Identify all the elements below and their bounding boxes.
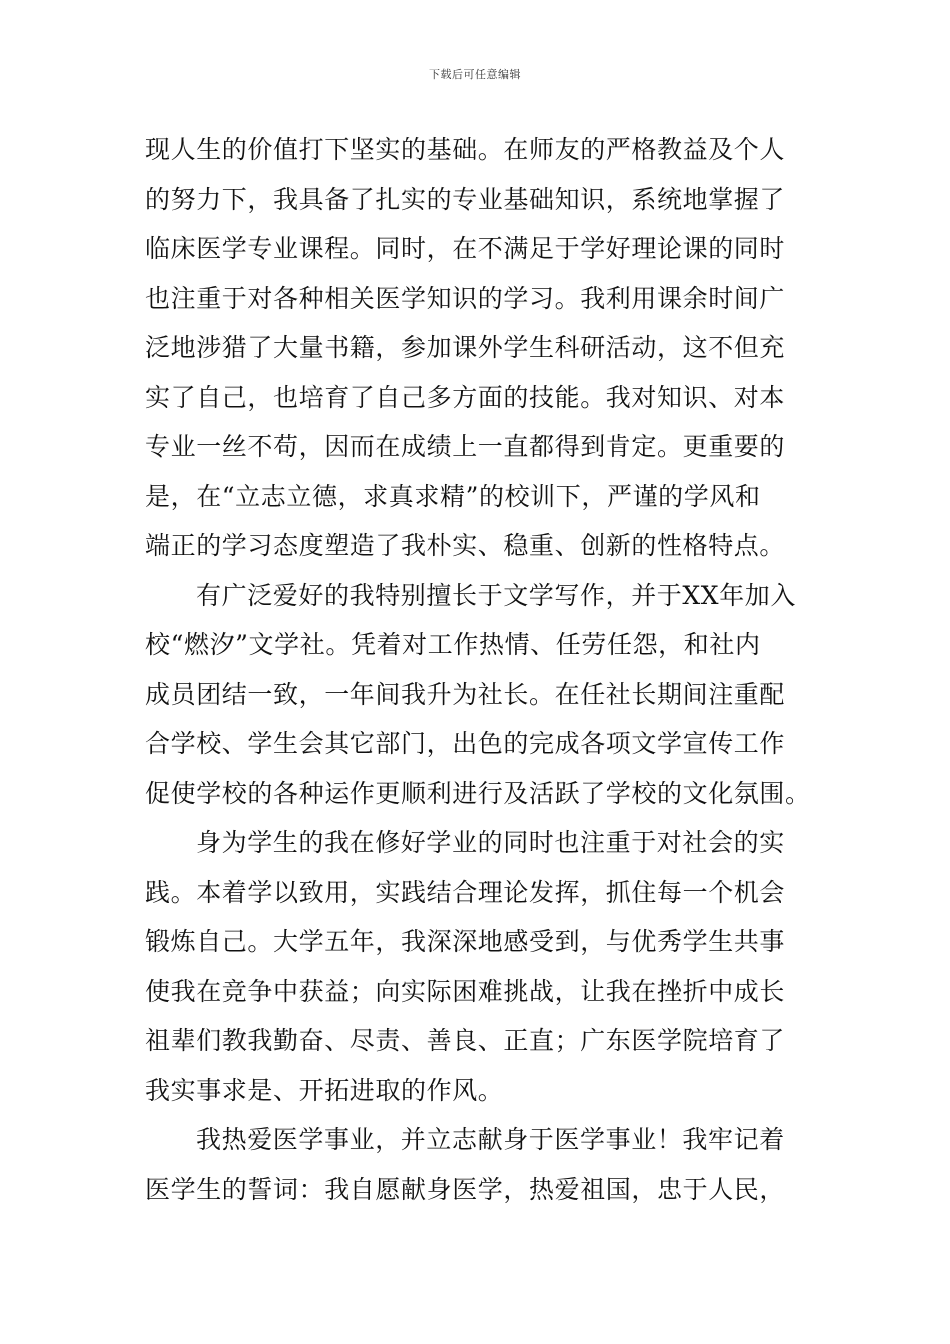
text-line: 医学生的誓词：我自愿献身医学，热爱祖国，忠于人民， (145, 1174, 786, 1204)
text-line: 践。本着学以致用，实践结合理论发挥，抓住每一个机会 (145, 877, 786, 907)
text-line: 使我在竞争中获益；向实际困难挑战，让我在挫折中成长 (145, 976, 786, 1006)
text-line: 实了自己，也培育了自己多方面的技能。我对知识、对本 (145, 382, 786, 412)
text-line: 我实事求是、开拓进取的作风。 (145, 1075, 504, 1105)
text-line: 祖辈们教我勤奋、尽责、善良、正直；广东医学院培育了 (145, 1026, 786, 1055)
page-header: 下载后可任意编辑 (429, 68, 521, 81)
text-line: 是，在“立志立德，求真求精”的校训下，严谨的学风和 (145, 481, 761, 511)
text-line: 成员团结一致，一年间我升为社长。在任社长期间注重配 (145, 679, 786, 709)
text-line: 校“燃汐”文学社。凭着对工作热情、任劳任怨，和社内 (145, 630, 761, 659)
text-line: 也注重于对各种相关医学知识的学习。我利用课余时间广 (145, 283, 786, 313)
text-line: 锻炼自己。大学五年，我深深地感受到，与优秀学生共事 (145, 927, 786, 956)
text-line: 促使学校的各种运作更顺利进行及活跃了学校的文化氛围。 (145, 778, 811, 808)
text-line: 现人生的价值打下坚实的基础。在师友的严格教益及个人 (145, 135, 786, 164)
text-line: 端正的学习态度塑造了我朴实、稳重、创新的性格特点。 (145, 531, 786, 560)
document-body (145, 125, 811, 1214)
text-line: 我热爱医学事业，并立志献身于医学事业！我牢记着 (196, 1125, 785, 1154)
text-line: 合学校、学生会其它部门，出色的完成各项文学宣传工作 (145, 729, 786, 758)
text-line: 临床医学专业课程。同时，在不满足于学好理论课的同时 (145, 234, 786, 263)
text-line: 泛地涉猎了大量书籍，参加课外学生科研活动，这不但充 (145, 333, 786, 362)
text-line: 身为学生的我在修好学业的同时也注重于对社会的实 (196, 828, 785, 857)
text-line: 专业一丝不苟，因而在成绩上一直都得到肯定。更重要的 (145, 432, 786, 461)
text-line: 的努力下，我具备了扎实的专业基础知识，系统地掌握了 (145, 184, 786, 214)
text-line: 有广泛爱好的我特别擅长于文学写作，并于XX年加入 (196, 580, 796, 610)
